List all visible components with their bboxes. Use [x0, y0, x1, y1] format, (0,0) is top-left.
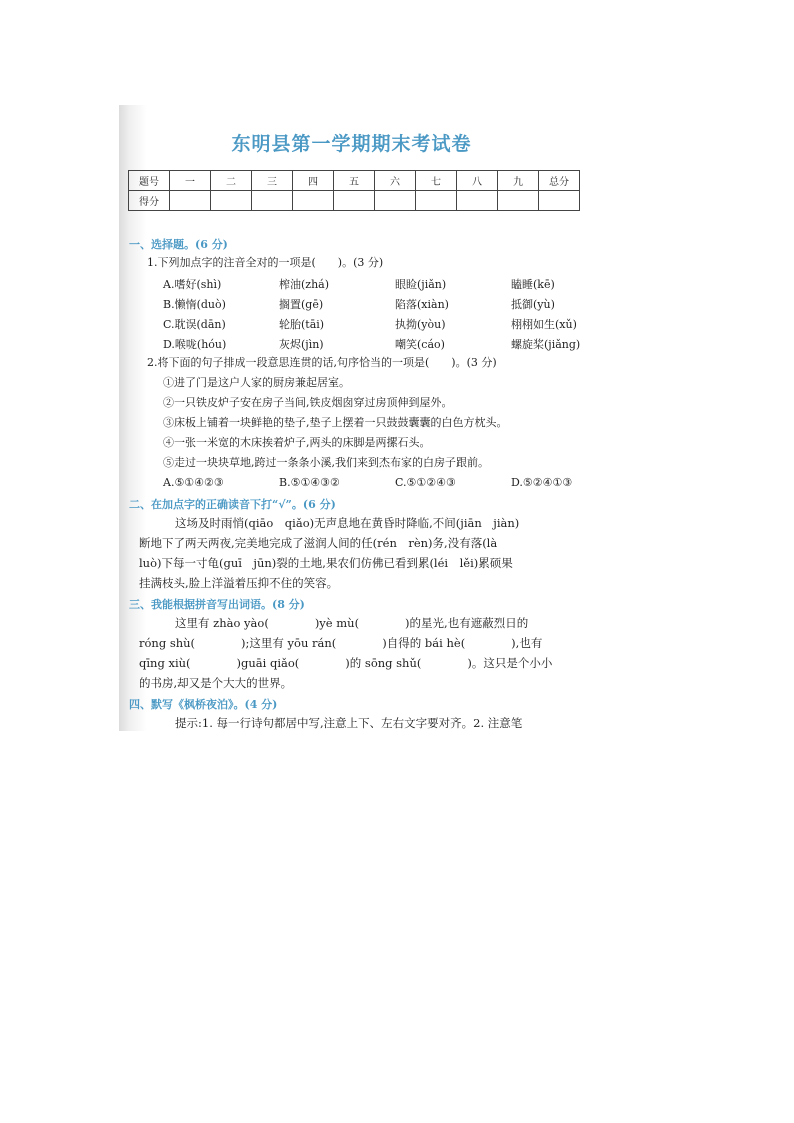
table-cell: 五: [334, 171, 375, 191]
score-cell[interactable]: [252, 191, 293, 211]
section-heading-2: 二、在加点字的正确读音下打“√”。(6 分): [129, 498, 336, 511]
table-cell: 七: [416, 171, 457, 191]
score-cell[interactable]: [170, 191, 211, 211]
table-row: [129, 191, 580, 211]
q1-option-row-d: D.喉咙(hóu) 灰烬(jìn) 嘲笑(cáo) 螺旋桨(jiǎng): [163, 338, 581, 351]
score-cell[interactable]: [211, 191, 252, 211]
sentence-5: ⑤走过一块块草地,跨过一条条小溪,我们来到杰布家的白房子跟前。: [163, 456, 489, 469]
table-cell: 题号: [129, 171, 170, 191]
table-row: [129, 171, 580, 191]
s3-line-4: 的书房,却又是个大大的世界。: [139, 676, 293, 690]
section-heading-3: 三、我能根据拼音写出词语。(8 分): [129, 598, 305, 611]
exam-sheet: [119, 105, 584, 731]
table-cell: 得分: [129, 191, 170, 211]
section-heading-4: 四、默写《枫桥夜泊》。(4 分): [129, 698, 278, 711]
table-cell: 二: [211, 171, 252, 191]
s2-line-1: 这场及时雨悄(qiāo qiǎo)无声息地在黄昏时降临,不间(jiān jiàn): [175, 516, 520, 530]
score-cell[interactable]: [334, 191, 375, 211]
s3-line-1: 这里有 zhào yào( )yè mù( )的星光,也有遮蔽烈日的: [175, 616, 529, 630]
q1-option-row-a: A.嗜好(shì) 榨油(zhá) 眼睑(jiǎn) 瞌睡(kē): [163, 278, 555, 291]
q2-options: A.⑤①④②③ B.⑤①④③② C.⑤①②④③ D.⑤②④①③: [163, 476, 573, 489]
page-title: 东明县第一学期期末考试卷: [231, 133, 472, 155]
s2-line-2: 断地下了两天两夜,完美地完成了滋润人间的任(rén rèn)务,没有落(là: [139, 536, 498, 550]
sentence-2: ②一只铁皮炉子安在房子当间,铁皮烟囱穿过房顶伸到屋外。: [163, 396, 453, 409]
s4-line-1: 提示:1. 每一行诗句都居中写,注意上下、左右文字要对齐。2. 注意笔: [175, 716, 523, 730]
s2-line-3: luò)下每一寸龟(guī jūn)裂的土地,果农们仿佛已看到累(léi lěi)累硕果: [139, 556, 513, 570]
s3-line-2: róng shù( );这里有 yōu rán( )自得的 bái hè( ),也有: [139, 636, 543, 650]
question-2: 2.将下面的句子排成一段意思连贯的话,句序恰当的一项是( )。(3 分): [147, 356, 497, 369]
sentence-4: ④一张一米宽的木床挨着炉子,两头的床脚是两摞石头。: [163, 436, 431, 449]
score-cell[interactable]: [498, 191, 539, 211]
q1-option-row-b: B.懒惰(duò) 搁置(gē) 陷落(xiàn) 抵御(yù): [163, 298, 555, 311]
score-table: [128, 170, 580, 211]
q1-option-row-c: C.耽误(dān) 轮胎(tāi) 执拗(yòu) 栩栩如生(xǔ): [163, 318, 577, 331]
table-cell: 三: [252, 171, 293, 191]
table-cell: 八: [457, 171, 498, 191]
question-1: 1.下列加点字的注音全对的一项是( )。(3 分): [147, 256, 384, 269]
table-cell: 九: [498, 171, 539, 191]
table-cell: 六: [375, 171, 416, 191]
table-cell: 总分: [539, 171, 580, 191]
sentence-3: ③床板上铺着一块鲜艳的垫子,垫子上摆着一只鼓鼓囊囊的白色方枕头。: [163, 416, 508, 429]
score-cell[interactable]: [375, 191, 416, 211]
table-cell: 一: [170, 171, 211, 191]
table-cell: 四: [293, 171, 334, 191]
score-cell[interactable]: [539, 191, 580, 211]
section-heading-1: 一、选择题。(6 分): [129, 238, 228, 251]
sentence-1: ①进了门是这户人家的厨房兼起居室。: [163, 376, 350, 389]
score-cell[interactable]: [457, 191, 498, 211]
s2-line-4: 挂满枝头,脸上洋溢着压抑不住的笑容。: [139, 576, 339, 590]
s3-line-3: qīng xiù( )guāi qiǎo( )的 sōng shǔ( )。这只是个小小: [139, 656, 553, 670]
score-cell[interactable]: [416, 191, 457, 211]
score-cell[interactable]: [293, 191, 334, 211]
